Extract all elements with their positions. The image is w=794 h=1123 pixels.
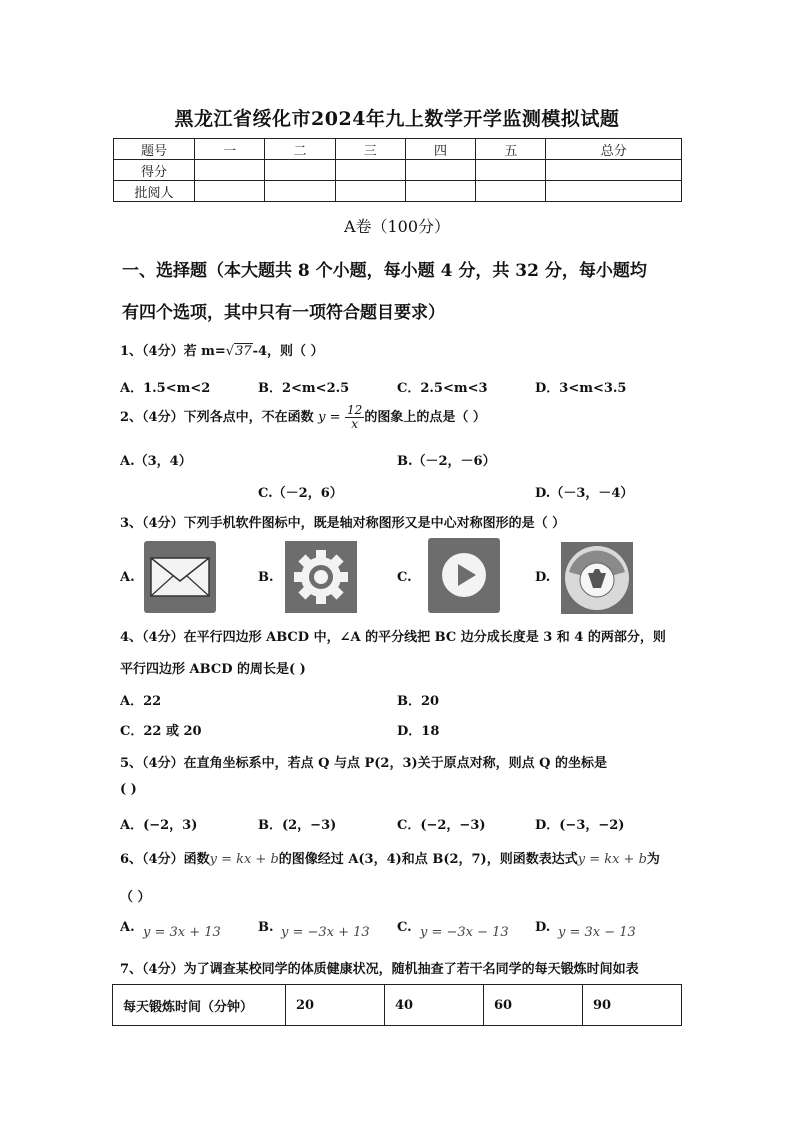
table-cell: 90	[583, 985, 682, 1026]
play-icon	[428, 538, 500, 613]
option-a-equation: y = 3x + 13	[143, 925, 221, 940]
score-table-row	[114, 160, 682, 181]
option-b: B．2<m<2.5	[258, 381, 350, 396]
question-1: 1、（4分）若 m=√37-4，则（ ）	[120, 344, 324, 359]
question-4-line2: 平行四边形 ABCD 的周长是( )	[120, 662, 306, 677]
exam-title: 黑龙江省绥化市2024年九上数学开学监测模拟试题	[174, 108, 620, 130]
option-b: B．20	[397, 694, 440, 709]
part-heading-line1: 一、选择题（本大题共 8 个小题，每小题 4 分，共 32 分，每小题均	[122, 261, 647, 281]
question-5-line1: 5、（4分）在直角坐标系中，若点 Q 与点 P(2，3)关于原点对称，则点 Q 的坐标是	[120, 756, 608, 771]
part-heading-line2: 有四个选项，其中只有一项符合题目要求）	[122, 303, 445, 323]
score-row-label: 得分	[114, 160, 195, 181]
score-cell	[546, 181, 682, 202]
option-a: A．(−2，3)	[120, 818, 198, 833]
option-d-label: D.	[535, 920, 551, 935]
question-2-suffix: 的图象上的点是（ ）	[364, 410, 486, 425]
question-1-prefix: 1、（4分）若 m=	[120, 344, 226, 359]
option-d: D．3<m<3.5	[535, 381, 627, 396]
option-a: A．22	[120, 694, 162, 709]
question-6-line2: （ ）	[120, 890, 151, 905]
option-a: A．1.5<m<2	[120, 381, 211, 396]
option-d-label: D.	[535, 570, 551, 585]
fraction-denominator: x	[351, 417, 359, 431]
section-heading: A卷（100分）	[343, 217, 451, 236]
score-cell	[195, 160, 265, 181]
score-row-label: 批阅人	[114, 181, 195, 202]
question-2-prefix: 2、（4分）下列各点中，不在函数	[120, 410, 314, 425]
question-7: 7、（4分）为了调查某校同学的体质健康状况，随机抽查了若干名同学的每天锻炼时间如表	[120, 962, 639, 977]
equation: y = kx + b	[209, 852, 279, 867]
score-cell	[476, 160, 546, 181]
option-c-equation: y = −3x − 13	[420, 925, 509, 940]
question-6-suffix: 为	[646, 852, 660, 867]
question-6-prefix: 6、（4分）函数	[120, 852, 210, 867]
score-cell	[405, 160, 475, 181]
option-b-label: B.	[258, 920, 274, 935]
score-cell	[546, 160, 682, 181]
option-b: B.（－2，－6）	[397, 454, 496, 469]
option-c-label: C.	[397, 570, 412, 585]
option-b-equation: y = −3x + 13	[281, 925, 370, 940]
score-header-cell: 五	[476, 139, 546, 160]
table-row	[113, 985, 682, 1026]
table-cell: 每天锻炼时间（分钟）	[113, 985, 286, 1026]
score-cell	[405, 181, 475, 202]
table-cell: 60	[484, 985, 583, 1026]
question-1-suffix: -4，则（ ）	[252, 344, 324, 359]
score-cell	[335, 181, 405, 202]
option-b: B．(2，−3)	[258, 818, 337, 833]
score-header-cell: 总分	[546, 139, 682, 160]
option-a-label: A.	[120, 920, 135, 935]
score-cell	[265, 181, 335, 202]
question-6-middle: 的图像经过 A(3，4)和点 B(2，7)，则函数表达式	[278, 852, 578, 867]
sqrt-radicand: 37	[235, 344, 252, 359]
option-c: C．(−2，−3)	[397, 818, 486, 833]
option-a-label: A.	[120, 570, 135, 585]
score-cell	[195, 181, 265, 202]
score-header-cell: 题号	[114, 139, 195, 160]
score-header-cell: 一	[195, 139, 265, 160]
option-c: C．2.5<m<3	[397, 381, 488, 396]
question-6	[120, 848, 660, 867]
option-c: C.（－2，6）	[258, 486, 343, 501]
exercise-time-table	[112, 984, 682, 1026]
eq-lhs: y =	[318, 410, 341, 425]
score-header-cell: 三	[335, 139, 405, 160]
option-a: A.（3，4）	[120, 454, 192, 469]
option-c: C．22 或 20	[120, 724, 202, 739]
option-c-label: C.	[397, 920, 412, 935]
circular-logo-icon	[561, 542, 633, 614]
option-d: D.（－3，－4）	[535, 486, 634, 501]
score-cell	[335, 160, 405, 181]
question-5-line2: ( )	[120, 782, 137, 797]
score-cell	[476, 181, 546, 202]
fraction-numerator: 12	[347, 403, 363, 417]
table-cell: 20	[286, 985, 385, 1026]
table-cell: 40	[385, 985, 484, 1026]
equation: y = kx + b	[577, 852, 647, 867]
score-table	[113, 138, 682, 202]
option-d: D．18	[397, 724, 440, 739]
option-d: D．(−3，−2)	[535, 818, 625, 833]
question-4-line1: 4、（4分）在平行四边形 ABCD 中，∠A 的平分线把 BC 边分成长度是 3 和 4 的两部分，则	[120, 630, 666, 645]
question-2	[120, 404, 486, 431]
score-table-header-row	[114, 139, 682, 160]
score-cell	[265, 160, 335, 181]
question-3: 3、（4分）下列手机软件图标中，既是轴对称图形又是中心对称图形的是（ ）	[120, 516, 566, 531]
envelope-icon	[144, 541, 216, 613]
option-d-equation: y = 3x − 13	[558, 925, 636, 940]
gear-icon	[285, 541, 357, 613]
score-table-row	[114, 181, 682, 202]
option-b-label: B.	[258, 570, 274, 585]
score-header-cell: 二	[265, 139, 335, 160]
score-header-cell: 四	[405, 139, 475, 160]
fraction	[345, 404, 364, 431]
